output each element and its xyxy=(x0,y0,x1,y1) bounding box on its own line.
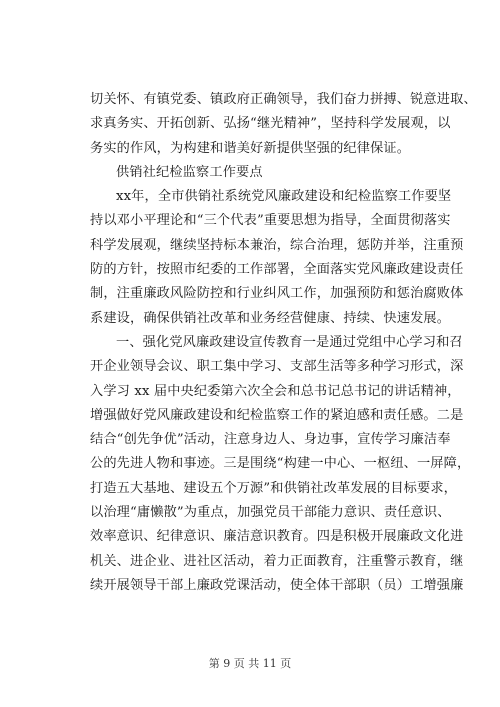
text-line: 打造五大基地、建设五个万源”和供销社改革发展的目标要求， xyxy=(90,480,458,496)
text-line: 制，注重廉政风险防控和行业纠风工作，加强预防和惩治腐败体 xyxy=(90,286,464,302)
text-line: 科学发展观，继续坚持标本兼治，综合治理，惩防并举，注重预 xyxy=(90,237,464,253)
text-line: 求真务实、开拓创新、弘扬“继光精神”，坚持科学发展观，以 xyxy=(90,116,451,132)
text-line: xx年，全市供销社系统党风廉政建设和纪检监察工作要坚 xyxy=(116,189,452,205)
text-line: 续开展领导干部上廉政党课活动，使全体干部职（员）工增强廉 xyxy=(90,577,464,593)
text-line: 切关怀、有镇党委、镇政府正确领导，我们奋力拼搏、锐意进取、 xyxy=(90,92,477,107)
text-line: 务实的作风，为构建和谐美好新提供坚强的纪律保证。 xyxy=(90,140,411,156)
document-body xyxy=(90,88,477,598)
text-line: 效率意识、纪律意识、廉洁意识教育。四是积极开展廉政文化进 xyxy=(90,529,464,545)
page-number-footer: 第 9 页 共 11 页 xyxy=(208,657,292,670)
section-heading: 供销社纪检监察工作要点 xyxy=(116,164,263,180)
text-line: 防的方针，按照市纪委的工作部署，全面落实党风廉政建设责任 xyxy=(90,262,464,278)
text-line: 公的先进人物和事迹。三是围绕“构建一中心、一枢纽、一屏障， xyxy=(90,456,471,472)
text-line: 一、强化党风廉政建设宣传教育一是通过党组中心学习和召 xyxy=(116,334,463,350)
text-line: 系建设，确保供销社改革和业务经营健康、持续、快速发展。 xyxy=(90,310,451,326)
text-line: 持以邓小平理论和“三个代表”重要思想为指导，全面贯彻落实 xyxy=(90,213,451,229)
text-line: 开企业领导会议、职工集中学习、支部生活等多种学习形式，深 xyxy=(90,359,464,375)
text-line: 机关、进企业、进社区活动，着力正面教育，注重警示教育，继 xyxy=(90,553,464,569)
text-line: 入学习 xx 届中央纪委第六次全会和总书记总书记的讲话精神， xyxy=(90,383,461,399)
text-line: 增强做好党风廉政建设和纪检监察工作的紧迫感和责任感。二是 xyxy=(90,407,464,423)
text-line: 以治理“庸懒散”为重点，加强党员干部能力意识、责任意识、 xyxy=(90,505,451,521)
text-line: 结合“创先争优”活动，注意身边人、身边事，宣传学习廉洁奉 xyxy=(90,432,451,448)
